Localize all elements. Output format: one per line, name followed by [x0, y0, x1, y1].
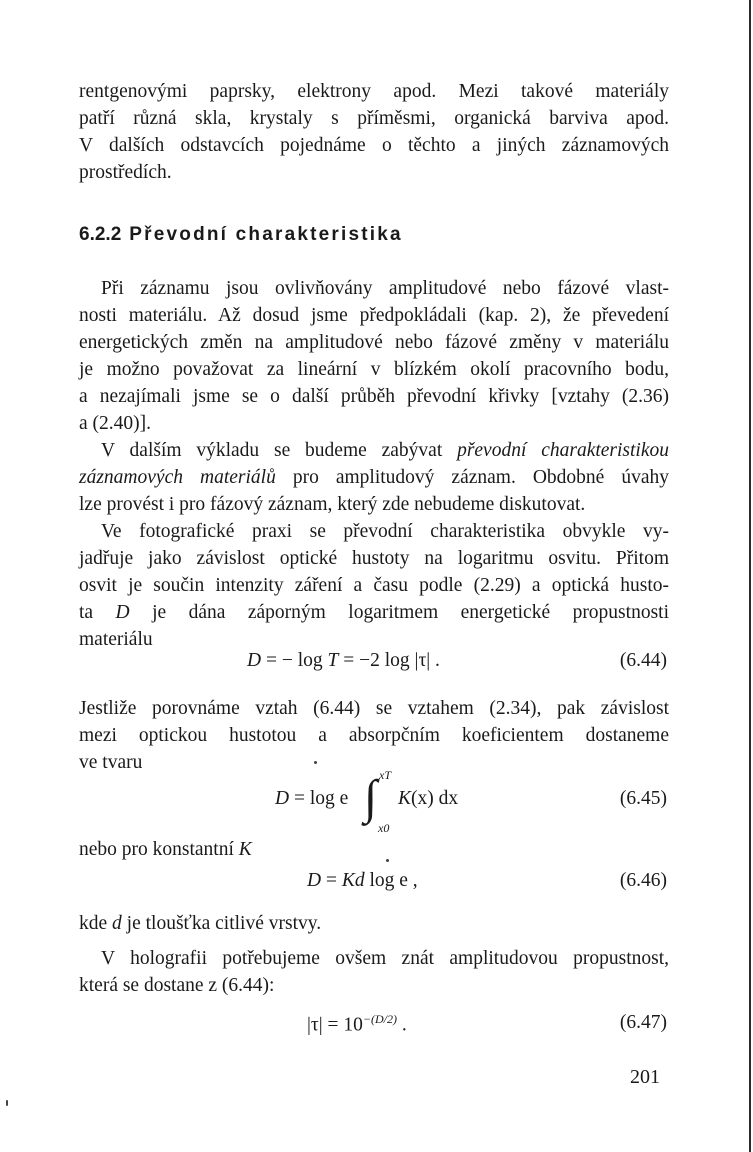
print-speck	[386, 859, 389, 862]
paragraph-5	[79, 836, 669, 863]
section-number: 6.2.2	[79, 224, 122, 245]
italic-term: záznamových materiálů	[79, 467, 276, 488]
math-text: = log e	[289, 788, 349, 809]
equation-6-44	[247, 650, 440, 672]
text-line: a nezajímali jsme se o další průběh převodní křivky [vztahy (2.36)	[79, 386, 669, 407]
math-variable: D	[115, 602, 130, 623]
text-line	[79, 599, 669, 626]
math-text: =	[321, 870, 342, 891]
page-edge-line	[749, 0, 751, 1152]
section-title: Převodní charakteristika	[129, 224, 403, 245]
equation-number: (6.47)	[619, 1012, 667, 1033]
math-variable: K	[238, 839, 252, 860]
text-line: prostředích.	[79, 162, 172, 183]
section-heading	[79, 224, 403, 246]
text-span: pro amplitudový záznam. Obdobné úvahy	[275, 467, 670, 488]
text-line: nosti materiálu. Až dosud jsme předpokládali (kap. 2), že převedení	[79, 305, 669, 326]
paragraph-6	[79, 910, 669, 937]
text-line: ve tvaru	[79, 752, 143, 773]
math-variable: d	[112, 913, 122, 934]
text-line: osvit je součin intenzity záření a času podle (2.29) a optická husto-	[79, 575, 669, 596]
math-text: .	[397, 1014, 407, 1036]
paragraph-7	[79, 945, 669, 999]
text-line: a (2.40)].	[79, 413, 152, 434]
equation-number: (6.46)	[619, 870, 667, 891]
paragraph-4	[79, 695, 669, 776]
equation-6-47	[307, 1012, 407, 1037]
math-variable: D	[247, 650, 262, 671]
text-line: mezi optickou hustotou a absorpčním koeficientem dostaneme	[79, 725, 669, 746]
integral-upper-limit: xT	[379, 768, 391, 782]
print-speck	[314, 761, 317, 764]
math-text: (x) dx	[411, 788, 459, 809]
math-variable: T	[327, 650, 339, 671]
text-line	[79, 464, 669, 491]
text-span: ta	[79, 602, 116, 623]
text-span: je dána záporným logaritmem energetické propustnosti	[129, 602, 669, 623]
text-line: patří různá skla, krystaly s příměsmi, organická barviva apod.	[79, 108, 669, 129]
integral-lower-limit: x0	[378, 821, 390, 835]
text-line: V holografii potřebujeme ovšem znát amplitudovou propustnost,	[101, 948, 669, 969]
equation-6-45	[275, 788, 348, 810]
paragraph-2	[79, 437, 669, 518]
math-variable: K	[398, 788, 412, 809]
paragraph-3	[79, 518, 669, 653]
math-variable: Kd	[341, 870, 365, 891]
text-line: která se dostane z (6.44):	[79, 975, 275, 996]
math-text: log e ,	[364, 870, 418, 891]
math-text: = −2 log |τ| .	[338, 650, 440, 671]
text-line: Ve fotografické praxi se převodní charakteristika obvykle vy-	[101, 521, 669, 542]
text-line	[79, 437, 669, 464]
text-line: rentgenovými paprsky, elektrony apod. Mezi takové materiály	[79, 81, 669, 102]
text-line: energetických změn na amplitudové nebo fázové změny v materiálu	[79, 332, 669, 353]
margin-mark	[6, 1100, 8, 1106]
text-line: Při záznamu jsou ovlivňovány amplitudové nebo fázové vlast-	[101, 278, 669, 299]
integral-sign: ∫	[364, 771, 378, 824]
text-span: nebo pro konstantní	[79, 839, 239, 860]
text-line: je možno považovat za lineární v blízkém okolí pracovního bodu,	[79, 359, 669, 380]
text-line: jadřuje jako závislost optické hustoty na logaritmu osvitu. Přitom	[79, 548, 669, 569]
text-line: V dalších odstavcích pojednáme o těchto a jiných záznamových	[79, 135, 669, 156]
paragraph-top	[79, 78, 669, 186]
paragraph-1	[79, 275, 669, 437]
equation-number: (6.44)	[619, 650, 667, 671]
italic-term: převodní charakteristikou	[457, 440, 670, 461]
integrand	[398, 788, 458, 810]
math-variable: D	[275, 788, 290, 809]
text-span: je tloušťka citlivé vrstvy.	[121, 913, 322, 934]
equation-6-46	[307, 870, 418, 892]
math-text: |τ| = 10	[307, 1014, 363, 1036]
text-line: lze provést i pro fázový záznam, který zde nebudeme diskutovat.	[79, 494, 586, 515]
page-number: 201	[630, 1066, 660, 1088]
math-variable: D	[307, 870, 322, 891]
math-exponent: −(D/2)	[362, 1012, 397, 1026]
text-line: materiálu	[79, 629, 153, 650]
text-span: V dalším výkladu se budeme zabývat	[101, 440, 458, 461]
text-span: kde	[79, 913, 113, 934]
equation-number: (6.45)	[619, 788, 667, 809]
text-line: Jestliže porovnáme vztah (6.44) se vztahem (2.34), pak závislost	[79, 698, 669, 719]
math-text: = − log	[261, 650, 328, 671]
